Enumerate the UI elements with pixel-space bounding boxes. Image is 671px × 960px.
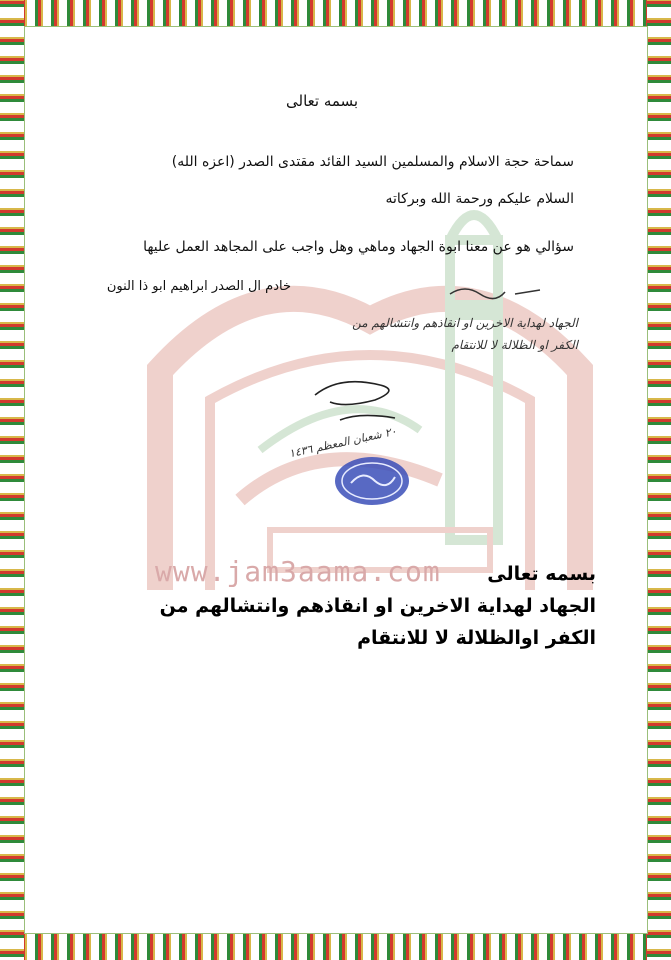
letter-question: سؤالي هو عن معنا ابوة الجهاد وماهي وهل واجب على المجاهد العمل عليها [143, 239, 574, 255]
reply-line-1: الجهاد لهداية الاخرين او انقاذهم وانتشالهم من [159, 595, 596, 617]
left-border [0, 0, 24, 960]
handwritten-date: ٢٠ شعبان المعظم ١٤٣٦ [287, 424, 398, 461]
bottom-border [0, 934, 671, 960]
top-border [0, 0, 671, 26]
letter-greeting: السلام عليكم ورحمة الله وبركاته [385, 191, 574, 207]
right-border [647, 0, 671, 960]
official-seal-stamp [333, 455, 411, 507]
reply-line-2: الكفر اوالظلالة لا للانتقام [357, 627, 596, 649]
handwritten-line-1: الجهاد لهداية الاخرين او انقاذهم وانتشالهم من [352, 316, 578, 330]
leader-signature [300, 370, 420, 440]
sender-signature [445, 280, 545, 302]
letter-heading: بسمه تعالى [286, 92, 359, 110]
handwritten-line-2: الكفر او الظلالة لا للانتقام [451, 338, 578, 352]
letter-sender: خادم ال الصدر ابراهيم ابو ذا النون [106, 279, 291, 294]
reply-heading: بسمه تعالى [487, 563, 596, 585]
watermark-url: www.jam3aama.com [155, 555, 441, 588]
letter-salutation: سماحة حجة الاسلام والمسلمين السيد القائد مقتدى الصدر (اعزه الله) [171, 154, 574, 170]
